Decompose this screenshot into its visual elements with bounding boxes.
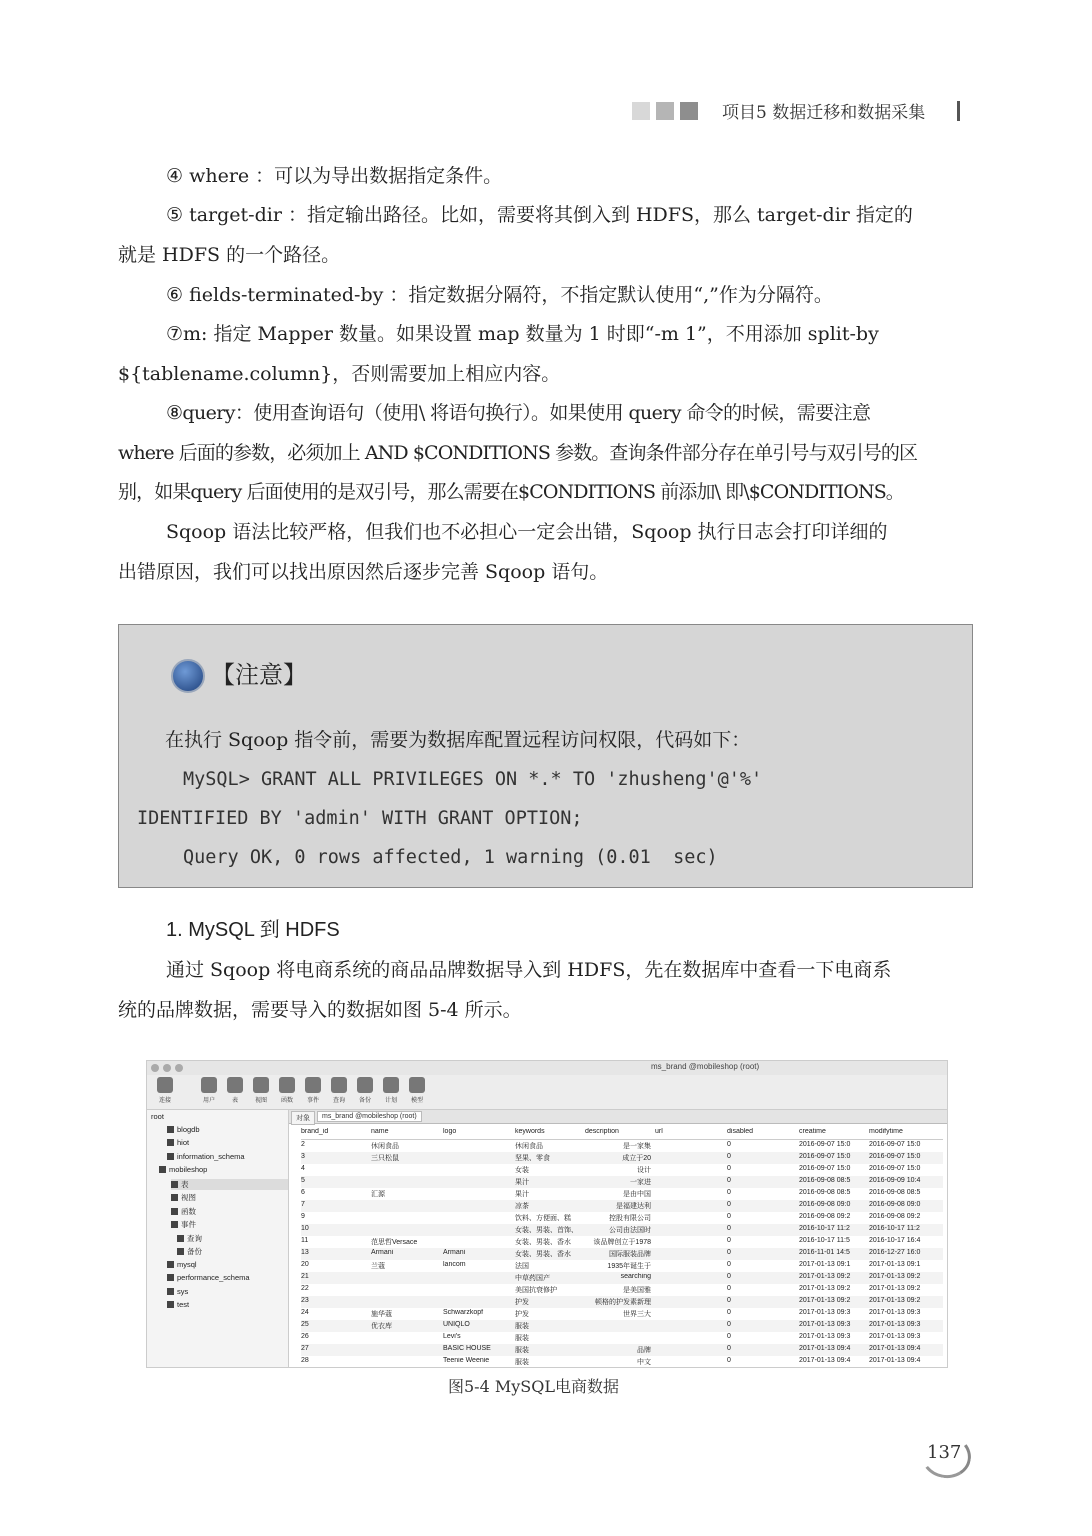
note-intro: 在执行 Sqoop 指令前，需要为数据库配置远程访问权限，代码如下： [165,729,751,751]
table-cell: 服装 [515,1347,529,1354]
table-cell: UNIQLO [443,1321,470,1328]
table-cell: 0 [727,1249,731,1256]
tree-item[interactable]: 事件 [171,1219,196,1230]
table-cell: Schwarzkopf [443,1309,484,1316]
table-cell: 23 [301,1297,309,1304]
database-icon [167,1274,174,1281]
function-icon [171,1208,178,1215]
navicat-screenshot [146,1060,948,1368]
column-header[interactable]: url [655,1128,663,1135]
table-row[interactable] [301,1272,943,1284]
view-icon [171,1194,178,1201]
tab-bar [289,1110,947,1124]
tree-item[interactable]: 视图 [171,1192,196,1203]
column-header[interactable]: name [371,1128,389,1135]
table-row[interactable] [301,1356,943,1368]
table-cell: 2017-01-13 09:4 [799,1357,851,1364]
table-cell: 是福建达利 [616,1203,651,1210]
table-cell: 是美国雅 [623,1287,651,1294]
table-cell: 20 [301,1261,309,1268]
page-number-badge [921,1434,973,1480]
table-cell: 2017-01-13 09:3 [869,1333,921,1340]
table-cell: 3 [301,1153,305,1160]
table-cell: 2017-01-13 09:2 [799,1285,851,1292]
body-line: where 后面的参数，必须加上 AND $CONDITIONS 参数。查询条件部分存在单引号与双引号的区 [118,442,918,464]
table-cell: 品牌 [637,1347,651,1354]
table-cell: 28 [301,1357,309,1364]
tree-item-tables[interactable]: 表 [171,1179,288,1190]
table-cell: 2016-10-17 11:2 [799,1225,850,1232]
table-cell: 2017-01-13 09:1 [799,1261,851,1268]
database-icon [167,1261,174,1268]
database-icon [167,1288,174,1295]
table-cell: 0 [727,1333,731,1340]
table-cell: BASIC HOUSE [443,1345,491,1352]
table-cell: 2016-09-08 08:5 [869,1189,921,1196]
table-cell: 11 [301,1237,309,1244]
table-cell: 2016-09-07 15:0 [869,1141,921,1148]
connect-icon [157,1077,173,1093]
table-cell: 0 [727,1165,731,1172]
table-cell: 0 [727,1309,731,1316]
database-icon [167,1301,174,1308]
backup-icon [177,1248,184,1255]
body-line: ⑥ fields-terminated-by ：指定数据分隔符，不指定默认使用“,”作为分隔符。 [166,284,833,306]
table-cell: 世界三大 [623,1311,651,1318]
table-row[interactable] [301,1176,943,1188]
table-cell: 2017-01-13 09:3 [869,1321,921,1328]
tab-ms-brand[interactable]: ms_brand @mobileshop (root) [317,1111,422,1122]
page-number: 137 [927,1442,962,1463]
code-line: IDENTIFIED BY 'admin' WITH GRANT OPTION; [137,808,583,829]
tree-db[interactable]: mysql [167,1260,197,1269]
table-cell: 21 [301,1273,309,1280]
table-cell: 国际服装品牌 [609,1251,651,1258]
figure-caption: 图5-4 MySQL电商数据 [448,1377,619,1396]
table-cell: 2017-01-13 09:3 [799,1321,851,1328]
table-cell: 24 [301,1309,309,1316]
tree-db[interactable]: hiot [167,1138,189,1147]
header-square-icon [632,102,650,120]
table-cell: 美国抗衰修护 [515,1287,557,1294]
table-cell: 休闲食品 [371,1143,399,1150]
tree-item[interactable]: 查询 [177,1233,202,1244]
table-row[interactable] [301,1344,943,1356]
body-line: ④ where ：可以为导出数据指定条件。 [166,165,503,187]
table-cell: 0 [727,1345,731,1352]
table-cell: 女装、男装、香水 [515,1239,571,1246]
table-cell: 2017-01-13 09:2 [799,1297,851,1304]
tree-db[interactable]: blogdb [167,1125,200,1134]
table-cell: 是一家集 [623,1143,651,1150]
table-row[interactable] [301,1296,943,1308]
tree-db[interactable]: performance_schema [167,1273,250,1282]
table-cell: 0 [727,1189,731,1196]
table-cell: 2017-01-13 09:4 [869,1357,921,1364]
table-row[interactable] [301,1164,943,1176]
function-button[interactable]: 函数 [275,1077,299,1104]
table-cell: 2017-01-13 09:2 [869,1285,921,1292]
table-cell: 服装 [515,1359,529,1366]
running-header [632,98,960,123]
model-button[interactable]: 模型 [405,1077,429,1104]
header-bar [957,101,960,121]
table-cell: 2016-09-07 15:0 [799,1141,851,1148]
tree-root[interactable]: root [151,1112,164,1121]
table-cell: 6 [301,1189,305,1196]
window-title: ms_brand @mobileshop (root) [651,1062,760,1071]
view-icon [253,1077,269,1093]
table-cell: 2017-01-13 09:2 [869,1273,921,1280]
tree-item[interactable]: 备份 [177,1246,202,1257]
section-title: 1. MySQL 到 HDFS [166,919,340,941]
user-button[interactable]: 用户 [197,1077,221,1104]
tree-db[interactable]: mobileshop [159,1165,207,1174]
table-cell: 13 [301,1249,309,1256]
table-cell: 2017-01-13 09:1 [869,1261,921,1268]
tab-objects[interactable]: 对象 [291,1111,315,1125]
table-cell: 饮料、方便面、糕 [515,1215,571,1222]
event-button[interactable]: 事件 [301,1077,325,1104]
table-cell: 中草药国产 [515,1275,550,1282]
window-titlebar [147,1061,947,1075]
table-cell: 女装 [515,1167,529,1174]
note-title: 【注意】 [211,661,307,689]
table-row[interactable] [301,1320,943,1332]
table-cell: 0 [727,1201,731,1208]
toolbar [147,1075,947,1110]
table-cell: 果汁 [515,1191,529,1198]
table-button[interactable]: 表 [223,1077,247,1104]
table-cell: 0 [727,1153,731,1160]
zoom-dot-icon[interactable] [175,1064,183,1072]
table-cell: Levi's [443,1333,461,1340]
clock-icon [171,1221,178,1228]
table-cell: 设计 [637,1167,651,1174]
table-row[interactable] [301,1260,943,1272]
table-cell: 22 [301,1285,309,1292]
table-cell: 控股有限公司 [609,1215,651,1222]
table-row[interactable] [301,1332,943,1344]
table-cell: 2017-01-13 09:2 [869,1297,921,1304]
column-header[interactable]: disabled [727,1128,754,1135]
data-grid [301,1127,943,1367]
section-line: 统的品牌数据，需要导入的数据如图 5-4 所示。 [118,999,522,1021]
table-cell: lancom [443,1261,466,1268]
table-cell: 凉茶 [515,1203,529,1210]
table-cell: 护发 [515,1311,529,1318]
tree-db[interactable]: test [167,1300,189,1309]
table-cell: 27 [301,1345,309,1352]
table-cell: 10 [301,1225,309,1232]
tree-item[interactable]: 函数 [171,1206,196,1217]
user-icon [201,1077,217,1093]
table-cell: 中文 [637,1359,651,1366]
body-line: Sqoop 语法比较严格，但我们也不必担心一定会出错，Sqoop 执行日志会打印详细的 [166,521,888,543]
code-line: Query OK, 0 rows affected, 1 warning (0.01 sec) [183,847,718,868]
column-header[interactable]: brand_id [301,1128,329,1135]
minimize-dot-icon[interactable] [163,1064,171,1072]
table-row[interactable] [301,1140,943,1152]
table-row[interactable] [301,1236,943,1248]
person-badge-icon [171,659,205,693]
table-cell: Teenie Weenie [443,1357,490,1364]
table-cell: 4 [301,1165,305,1172]
calendar-icon [383,1077,399,1093]
table-cell: 2016-09-07 15:0 [869,1153,921,1160]
query-button[interactable]: 查询 [327,1077,351,1104]
table-cell: 优衣库 [371,1323,392,1330]
table-cell: 2017-01-13 09:4 [799,1345,851,1352]
table-cell: 公司由法国时 [609,1227,651,1234]
tree-db[interactable]: information_schema [167,1152,245,1161]
table-cell: 2016-11-01 14:5 [799,1249,850,1256]
table-cell: 2016-09-08 09:2 [799,1213,851,1220]
table-cell: 5 [301,1177,305,1184]
code-line: MySQL> GRANT ALL PRIVILEGES ON *.* TO 'zhusheng'@'%' [183,769,763,790]
grid-header [301,1127,943,1140]
header-square-icon [656,102,674,120]
table-cell: 顿格的护发素新理 [595,1299,651,1306]
table-cell: 2017-01-13 09:3 [869,1309,921,1316]
table-cell: 0 [727,1237,731,1244]
header-square-icon [680,102,698,120]
column-header[interactable]: creatime [799,1128,826,1135]
table-cell: 该品牌创立于1978 [593,1239,651,1246]
database-icon [167,1126,174,1133]
table-cell: 2016-09-08 09:2 [869,1213,921,1220]
table-cell: 0 [727,1321,731,1328]
table-cell: 2016-09-08 09:0 [799,1201,851,1208]
table-cell: 女装、男装、香水 [515,1251,571,1258]
backup-icon [357,1077,373,1093]
table-row[interactable] [301,1248,943,1260]
body-line: 就是 HDFS 的一个路径。 [118,244,341,266]
column-header[interactable]: logo [443,1128,457,1135]
table-cell: 是由中国 [623,1191,651,1198]
table-cell: 0 [727,1285,731,1292]
table-cell: 服装 [515,1335,529,1342]
table-cell: 0 [727,1225,731,1232]
column-header[interactable]: description [585,1128,619,1135]
table-cell: 2016-10-17 11:5 [799,1237,850,1244]
table-cell: 2016-09-07 15:0 [799,1165,851,1172]
table-row[interactable] [301,1212,943,1224]
table-cell: 2016-09-08 09:0 [869,1201,921,1208]
table-row[interactable] [301,1200,943,1212]
table-cell: 2016-10-17 16:4 [869,1237,921,1244]
column-header[interactable]: keywords [515,1128,545,1135]
database-icon [167,1153,174,1160]
table-cell: Armani [443,1249,466,1256]
table-cell: 施华蔻 [371,1311,392,1318]
table-cell: 范思哲Versace [371,1239,418,1246]
table-cell: Armani [371,1249,394,1256]
body-line: ⑤ target-dir ：指定输出路径。比如，需要将其倒入到 HDFS，那么 target-dir 指定的 [166,204,913,226]
table-cell: 2016-09-08 08:5 [799,1177,851,1184]
table-cell: 0 [727,1297,731,1304]
table-cell: 2016-09-08 08:5 [799,1189,851,1196]
table-cell: 25 [301,1321,309,1328]
table-cell: 2017-01-13 09:3 [799,1309,851,1316]
table-cell: 0 [727,1273,731,1280]
table-cell: 2016-09-07 15:0 [799,1153,851,1160]
table-row[interactable] [301,1284,943,1296]
table-cell: 休闲食品 [515,1143,543,1150]
table-cell: 2017-01-13 09:2 [799,1273,851,1280]
table-icon [227,1077,243,1093]
table-cell: 2016-09-07 15:0 [869,1165,921,1172]
table-row[interactable] [301,1308,943,1320]
database-icon [159,1166,166,1173]
table-cell: 法国 [515,1263,529,1270]
view-button[interactable]: 视图 [249,1077,273,1104]
table-row[interactable] [301,1224,943,1236]
query-icon [331,1077,347,1093]
table-cell: 2017-01-13 09:4 [869,1345,921,1352]
table-cell: 2017-01-13 09:3 [799,1333,851,1340]
clock-icon [305,1077,321,1093]
body-line: ${tablename.column}，否则需要加上相应内容。 [118,363,561,385]
table-cell: 一家进 [630,1179,651,1186]
database-sidebar [147,1110,289,1367]
table-icon [171,1181,178,1188]
tree-db[interactable]: sys [167,1287,188,1296]
table-cell: 三只松鼠 [371,1155,399,1162]
model-icon [409,1077,425,1093]
table-row[interactable] [301,1188,943,1200]
body-line: ⑧query：使用查询语句（使用\ 将语句换行）。如果使用 query 命令的时候，需要注意 [166,402,871,424]
note-box [118,624,973,888]
table-cell: 1935年诞生于 [607,1263,651,1270]
table-cell: 2 [301,1141,305,1148]
table-cell: searching [620,1273,651,1280]
table-cell: 2016-09-09 10:4 [869,1177,921,1184]
table-cell: 服装 [515,1323,529,1330]
query-icon [177,1235,184,1242]
close-dot-icon[interactable] [151,1064,159,1072]
table-cell: 0 [727,1261,731,1268]
table-cell: 2016-10-17 11:2 [869,1225,920,1232]
body-line: ⑦m: 指定 Mapper 数量。如果设置 map 数量为 1 时即“-m 1”，不用添加 split-by [166,323,879,345]
table-cell: 26 [301,1333,309,1340]
table-cell: 坚果、零食 [515,1155,550,1162]
table-cell: 9 [301,1213,305,1220]
table-cell: 护发 [515,1299,529,1306]
body-line: 出错原因，我们可以找出原因然后逐步完善 Sqoop 语句。 [118,561,609,583]
body-line: 别，如果query 后面使用的是双引号，那么需要在$CONDITIONS 前添加\ 即\$CONDITIONS。 [118,481,904,503]
connect-button[interactable]: 连接 [153,1077,177,1104]
header-title: 项目5 数据迁移和数据采集 [722,103,926,123]
table-cell: 0 [727,1141,731,1148]
section-line: 通过 Sqoop 将电商系统的商品品牌数据导入到 HDFS，先在数据库中查看一下电商系 [166,959,892,981]
schedule-button[interactable]: 计划 [379,1077,403,1104]
table-cell: 果汁 [515,1179,529,1186]
function-icon [279,1077,295,1093]
column-header[interactable]: modifytime [869,1128,903,1135]
table-cell: 汇源 [371,1191,385,1198]
table-cell: 0 [727,1213,731,1220]
table-cell: 7 [301,1201,305,1208]
table-row[interactable] [301,1152,943,1164]
table-cell: 成立于20 [622,1155,651,1162]
table-cell: 兰蔻 [371,1263,385,1270]
database-icon [167,1139,174,1146]
table-cell: 0 [727,1177,731,1184]
table-cell: 女装、男装、首饰、 [515,1227,578,1234]
table-cell: 0 [727,1357,731,1364]
backup-button[interactable]: 备份 [353,1077,377,1104]
table-cell: 2016-12-27 16:0 [869,1249,921,1256]
